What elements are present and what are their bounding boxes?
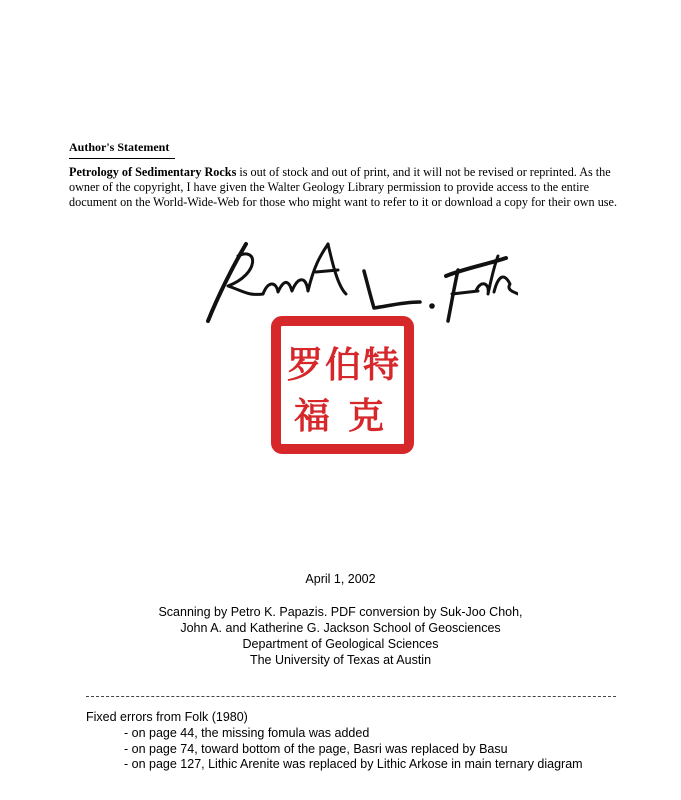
credits-line: The University of Texas at Austin bbox=[249, 653, 432, 667]
book-title: Petrology of Sedimentary Rocks bbox=[69, 165, 237, 179]
document-date: April 1, 2002 bbox=[305, 572, 376, 586]
seal-char-3: 特 bbox=[363, 345, 400, 386]
errata-item: - on page 74, toward bottom of the page, Basri was replaced by Basu bbox=[124, 741, 508, 756]
statement-body bbox=[69, 165, 629, 211]
seal-stamp bbox=[270, 315, 415, 455]
errata-title: Fixed errors from Folk (1980) bbox=[86, 710, 248, 724]
credits-line: Scanning by Petro K. Papazis. PDF conversion by Suk-Joo Choh, bbox=[158, 605, 523, 619]
errata-list bbox=[86, 726, 666, 773]
errata-item: - on page 44, the missing fomula was added bbox=[124, 725, 370, 740]
errata-section bbox=[86, 710, 666, 773]
errata-item: - on page 127, Lithic Arenite was replaced by Lithic Arkose in main ternary diagram bbox=[124, 757, 583, 772]
statement-heading: Author's Statement bbox=[69, 140, 175, 159]
statement-text: is out of stock and out of print, and it will not be revised or reprinted. As the owner of the copyright, I have given the Walter Geology Library permission to provide access to the entire document on the World-Wide-Web for those who might want to refer to it or download a copy for their own use. bbox=[69, 165, 617, 210]
credits-block bbox=[0, 604, 681, 668]
seal-char-4: 福 bbox=[294, 396, 331, 437]
seal-char-5: 克 bbox=[348, 396, 385, 437]
dashed-divider bbox=[86, 696, 616, 697]
seal-char-1: 罗 bbox=[287, 345, 324, 386]
author-signature bbox=[188, 236, 518, 326]
credits-line: John A. and Katherine G. Jackson School of Geosciences bbox=[180, 621, 501, 635]
seal-char-2: 伯 bbox=[325, 345, 362, 386]
credits-line: Department of Geological Sciences bbox=[242, 637, 439, 651]
